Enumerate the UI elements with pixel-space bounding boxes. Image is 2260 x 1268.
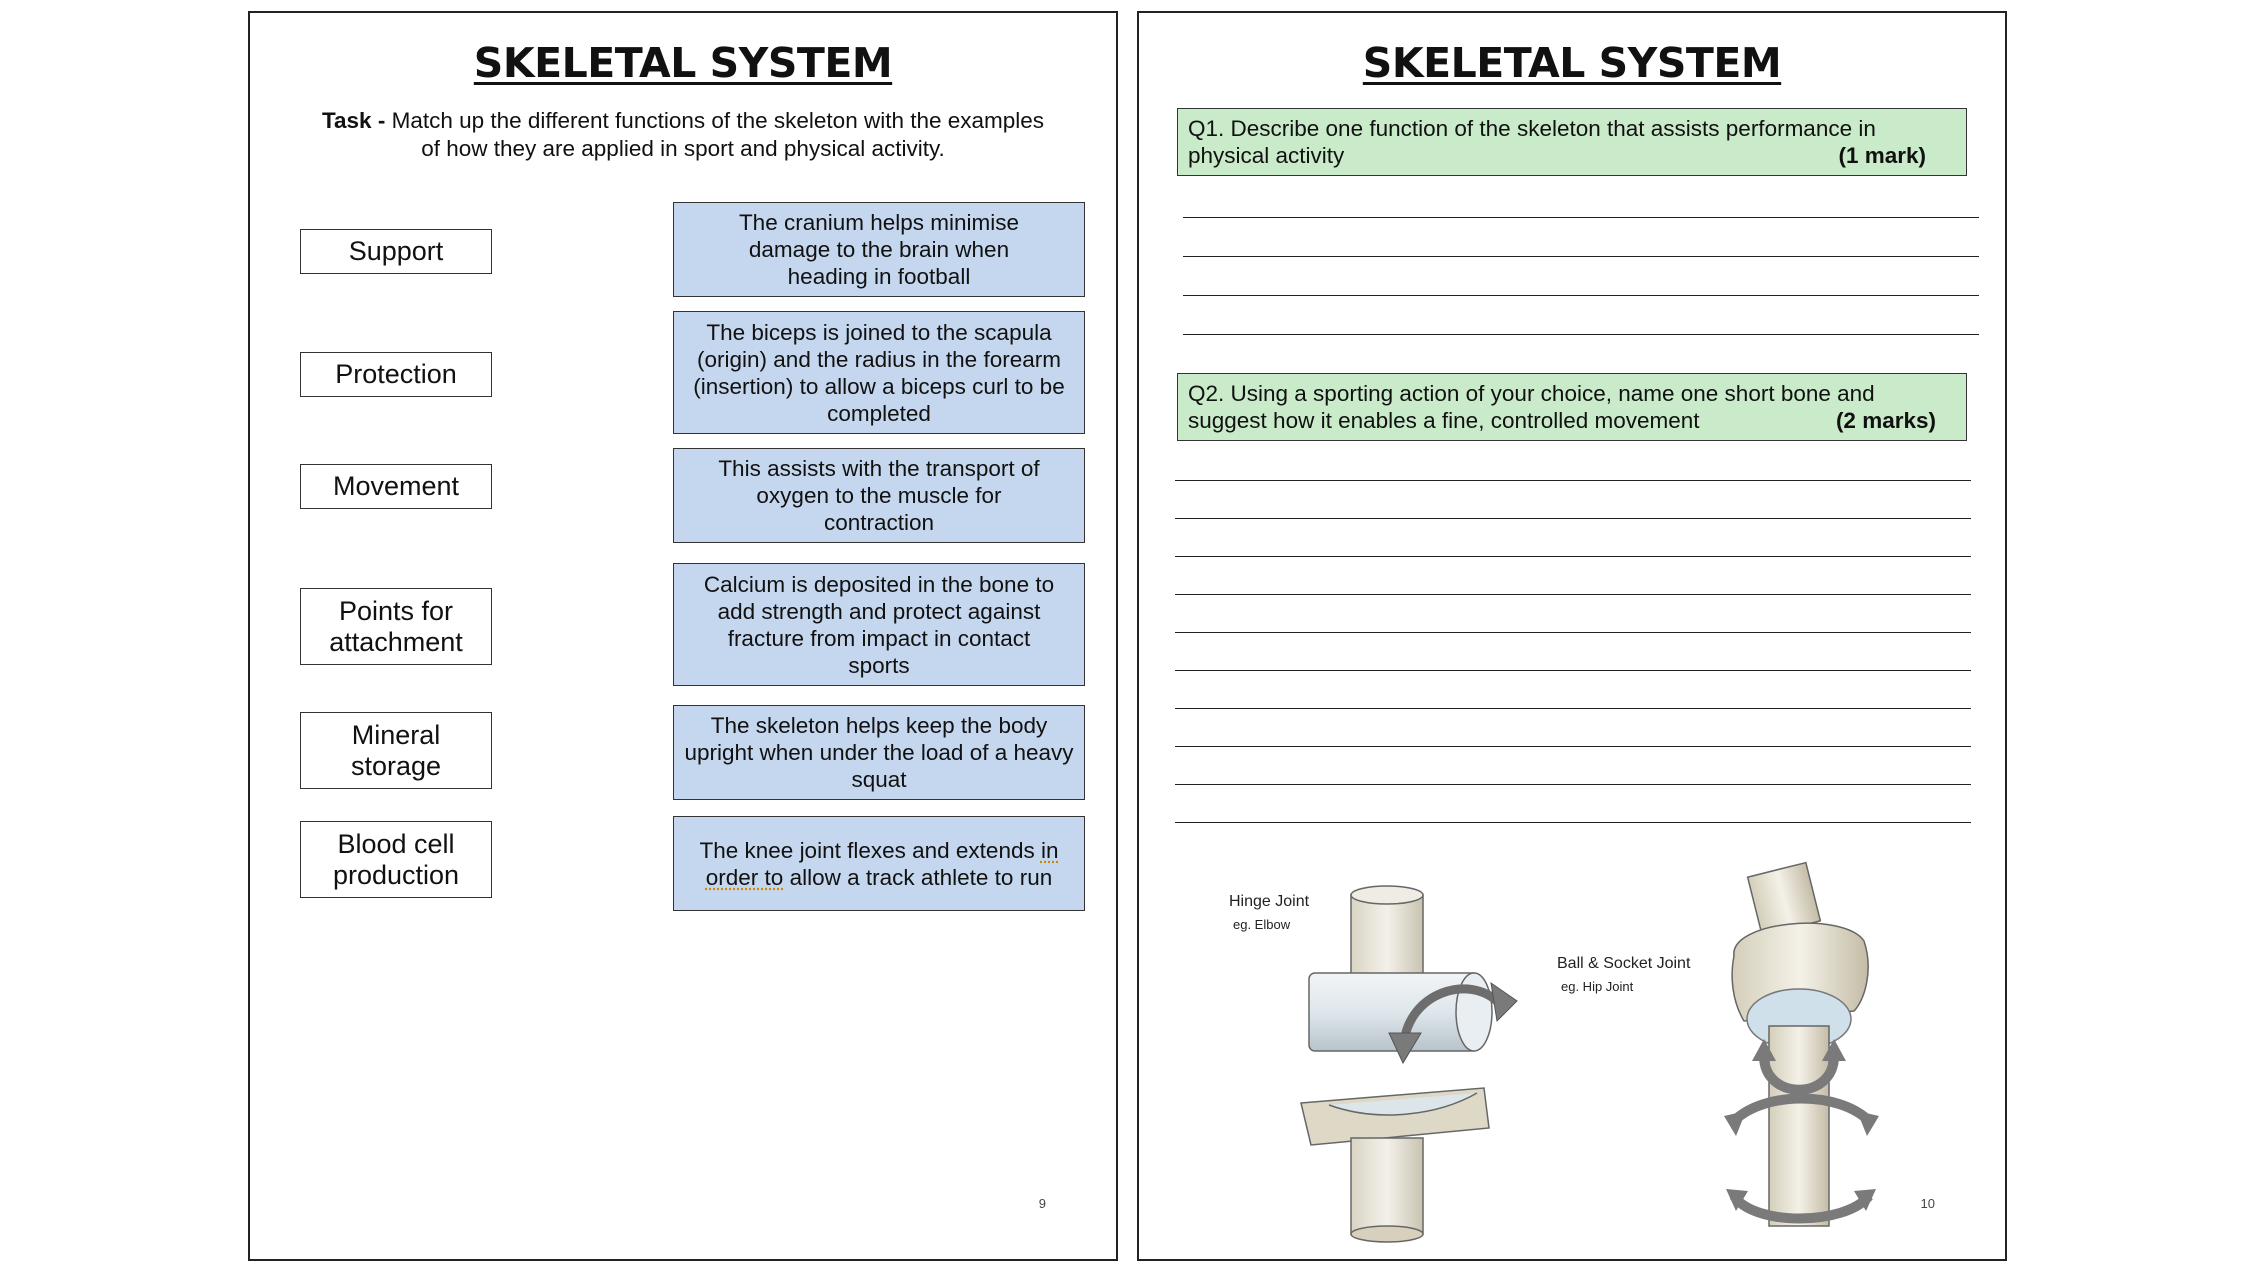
function-box-support[interactable]: Support bbox=[300, 229, 492, 274]
q2-answer-line-9[interactable] bbox=[1175, 784, 1971, 785]
function-box-mineral-storage[interactable]: Mineral storage bbox=[300, 712, 492, 789]
q1-marks: (1 mark) bbox=[1838, 143, 1926, 168]
function-box-blood-cell-production[interactable]: Blood cell production bbox=[300, 821, 492, 898]
example-box-calcium[interactable]: Calcium is deposited in the bone to add strength and protect against fracture from impact in contact sports bbox=[673, 563, 1085, 686]
q1-answer-line-4[interactable] bbox=[1183, 334, 1979, 335]
example-box-knee-joint[interactable] bbox=[673, 816, 1085, 911]
q2-marks: (2 marks) bbox=[1835, 408, 1936, 433]
page-number: 10 bbox=[1920, 1196, 1935, 1211]
q1-answer-line-1[interactable] bbox=[1183, 217, 1979, 218]
function-box-protection[interactable]: Protection bbox=[300, 352, 492, 397]
q2-answer-line-8[interactable] bbox=[1175, 746, 1971, 747]
task-text-line2: of how they are applied in sport and physical activity. bbox=[421, 136, 945, 161]
function-box-points-for-attachment[interactable]: Points for attachment bbox=[300, 588, 492, 665]
q2-answer-line-6[interactable] bbox=[1175, 670, 1971, 671]
q2-answer-line-5[interactable] bbox=[1175, 632, 1971, 633]
q2-answer-line-3[interactable] bbox=[1175, 556, 1971, 557]
q2-text-line1: Q2. Using a sporting action of your choice, name one short bone and bbox=[1188, 381, 1875, 406]
q2-answer-line-1[interactable] bbox=[1175, 480, 1971, 481]
hinge-joint-illustration bbox=[1299, 883, 1529, 1243]
example6-dotted-phrase: in order to bbox=[705, 837, 1059, 890]
q2-answer-line-4[interactable] bbox=[1175, 594, 1971, 595]
hinge-joint-example: eg. Elbow bbox=[1233, 917, 1291, 932]
q1-answer-line-3[interactable] bbox=[1183, 295, 1979, 296]
question-2-box bbox=[1177, 373, 1967, 441]
q2-answer-line-7[interactable] bbox=[1175, 708, 1971, 709]
example-box-biceps[interactable]: The biceps is joined to the scapula (origin) and the radius in the forearm (insertion) to allow a biceps curl to be completed bbox=[673, 311, 1085, 434]
q2-text-line2: suggest how it enables a fine, controlled movement bbox=[1188, 408, 1700, 433]
q2-answer-line-10[interactable] bbox=[1175, 822, 1971, 823]
function-box-movement[interactable]: Movement bbox=[300, 464, 492, 509]
example6-text-part2: allow a track athlete to run bbox=[789, 864, 1053, 890]
q1-text-line2: physical activity bbox=[1188, 143, 1345, 168]
ball-socket-joint-illustration bbox=[1724, 861, 1884, 1241]
example-box-oxygen[interactable]: This assists with the transport of oxygen to the muscle for contraction bbox=[673, 448, 1085, 543]
worksheet-page-9 bbox=[248, 11, 1118, 1261]
q2-answer-line-2[interactable] bbox=[1175, 518, 1971, 519]
q1-answer-line-2[interactable] bbox=[1183, 256, 1979, 257]
page-title: SKELETAL SYSTEM bbox=[473, 39, 893, 87]
task-instructions bbox=[286, 107, 1080, 163]
example6-text-part1: The knee joint flexes and extends bbox=[699, 837, 1035, 863]
page-title: SKELETAL SYSTEM bbox=[1362, 39, 1782, 87]
hinge-joint-label: Hinge Joint bbox=[1229, 893, 1310, 910]
question-1-box bbox=[1177, 108, 1967, 176]
example-box-cranium[interactable]: The cranium helps minimise damage to the brain when heading in football bbox=[673, 202, 1085, 297]
example-box-skeleton-upright[interactable]: The skeleton helps keep the body upright when under the load of a heavy squat bbox=[673, 705, 1085, 800]
ball-socket-joint-example: eg. Hip Joint bbox=[1561, 979, 1634, 994]
task-label: Task - bbox=[321, 108, 386, 133]
page-number: 9 bbox=[1038, 1196, 1046, 1211]
worksheet-page-10 bbox=[1137, 11, 2007, 1261]
q1-text-line1: Q1. Describe one function of the skeleton that assists performance in bbox=[1188, 116, 1876, 141]
ball-socket-joint-label: Ball & Socket Joint bbox=[1557, 955, 1691, 972]
task-text-line1: Match up the different functions of the skeleton with the examples bbox=[391, 108, 1045, 133]
